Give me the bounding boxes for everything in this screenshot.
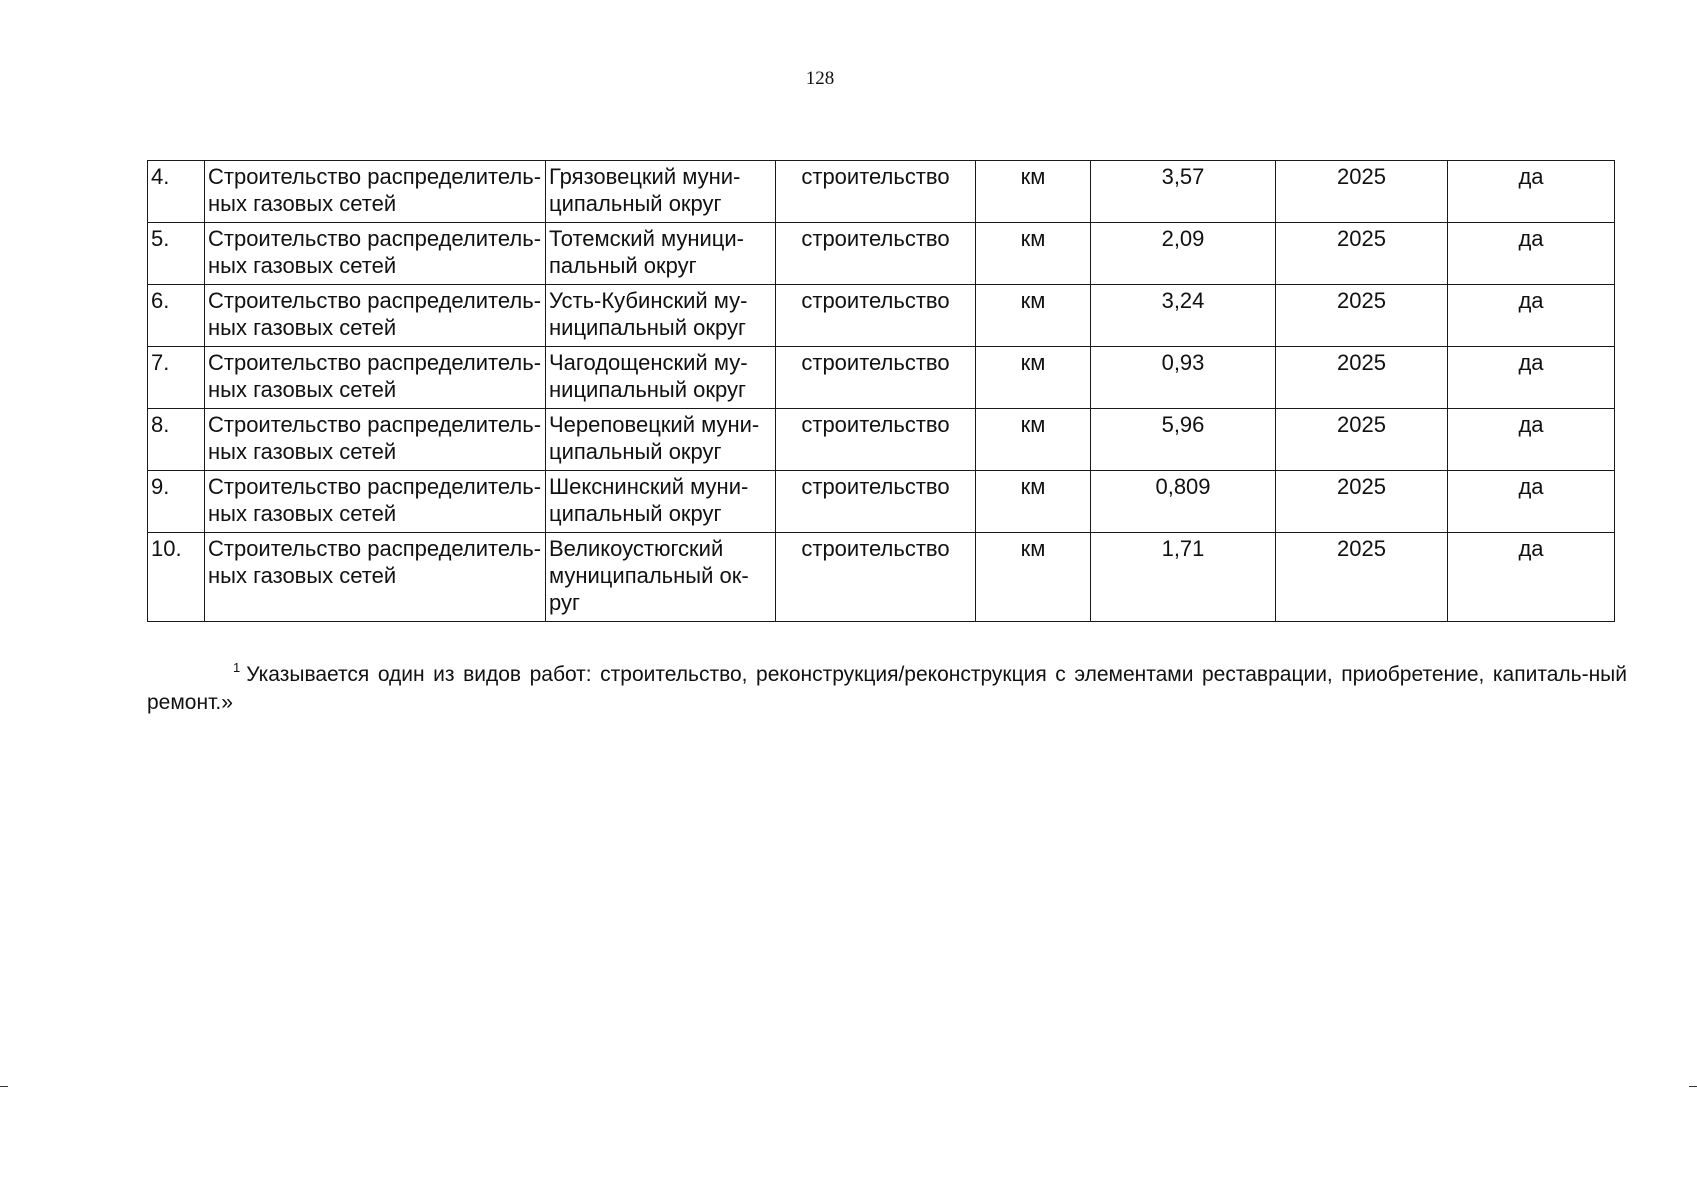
capacity-value: 0,93 xyxy=(1091,347,1276,409)
row-number: 7. xyxy=(148,347,205,409)
table-row xyxy=(148,223,1615,285)
unit: км xyxy=(976,471,1091,533)
table-row xyxy=(148,409,1615,471)
capacity-value: 0,809 xyxy=(1091,471,1276,533)
municipality: Тотемский муници-пальный округ xyxy=(546,223,776,285)
work-type: строительство xyxy=(776,285,976,347)
capacity-value: 2,09 xyxy=(1091,223,1276,285)
year: 2025 xyxy=(1276,409,1448,471)
table-row xyxy=(148,533,1615,622)
table-row xyxy=(148,347,1615,409)
work-type: строительство xyxy=(776,409,976,471)
table-row xyxy=(148,285,1615,347)
footnote-text: Указывается один из видов работ: строительство, реконструкция/реконструкция с элементами реставрации, приобретение, капиталь-ный ремонт.» xyxy=(147,663,1627,714)
object-name: Строительство распределитель-ных газовых сетей xyxy=(205,223,546,285)
work-type: строительство xyxy=(776,533,976,622)
scan-edge-mark-right xyxy=(1689,1086,1697,1087)
footnote xyxy=(147,654,1627,717)
capacity-value: 1,71 xyxy=(1091,533,1276,622)
municipality: Чагодощенский му-ниципальный округ xyxy=(546,347,776,409)
footnote-marker: 1 xyxy=(233,660,241,675)
municipality: Усть-Кубинский му-ниципальный округ xyxy=(546,285,776,347)
capacity-value: 3,24 xyxy=(1091,285,1276,347)
flag: да xyxy=(1448,533,1615,622)
unit: км xyxy=(976,223,1091,285)
unit: км xyxy=(976,161,1091,223)
work-type: строительство xyxy=(776,347,976,409)
object-name: Строительство распределитель-ных газовых сетей xyxy=(205,409,546,471)
object-name: Строительство распределитель-ных газовых сетей xyxy=(205,471,546,533)
row-number: 8. xyxy=(148,409,205,471)
municipality: Великоустюгский муниципальный ок-руг xyxy=(546,533,776,622)
flag: да xyxy=(1448,347,1615,409)
object-name: Строительство распределитель-ных газовых сетей xyxy=(205,285,546,347)
table-body xyxy=(148,161,1615,622)
municipality: Череповецкий муни-ципальный округ xyxy=(546,409,776,471)
flag: да xyxy=(1448,409,1615,471)
unit: км xyxy=(976,285,1091,347)
capacity-value: 3,57 xyxy=(1091,161,1276,223)
row-number: 4. xyxy=(148,161,205,223)
flag: да xyxy=(1448,161,1615,223)
municipality: Грязовецкий муни-ципальный округ xyxy=(546,161,776,223)
year: 2025 xyxy=(1276,471,1448,533)
flag: да xyxy=(1448,285,1615,347)
object-name: Строительство распределитель-ных газовых сетей xyxy=(205,347,546,409)
row-number: 5. xyxy=(148,223,205,285)
scan-edge-mark-left xyxy=(0,1086,8,1087)
work-type: строительство xyxy=(776,223,976,285)
capacity-value: 5,96 xyxy=(1091,409,1276,471)
year: 2025 xyxy=(1276,533,1448,622)
unit: км xyxy=(976,533,1091,622)
unit: км xyxy=(976,347,1091,409)
table-row xyxy=(148,471,1615,533)
year: 2025 xyxy=(1276,347,1448,409)
row-number: 10. xyxy=(148,533,205,622)
row-number: 9. xyxy=(148,471,205,533)
work-type: строительство xyxy=(776,161,976,223)
works-table-container xyxy=(147,160,1615,622)
flag: да xyxy=(1448,223,1615,285)
table-row xyxy=(148,161,1615,223)
municipality: Шекснинский муни-ципальный округ xyxy=(546,471,776,533)
unit: км xyxy=(976,409,1091,471)
flag: да xyxy=(1448,471,1615,533)
year: 2025 xyxy=(1276,285,1448,347)
row-number: 6. xyxy=(148,285,205,347)
year: 2025 xyxy=(1276,223,1448,285)
year: 2025 xyxy=(1276,161,1448,223)
object-name: Строительство распределитель-ных газовых сетей xyxy=(205,161,546,223)
page-number: 128 xyxy=(805,68,835,89)
works-table xyxy=(147,160,1615,622)
object-name: Строительство распределитель-ных газовых сетей xyxy=(205,533,546,622)
work-type: строительство xyxy=(776,471,976,533)
